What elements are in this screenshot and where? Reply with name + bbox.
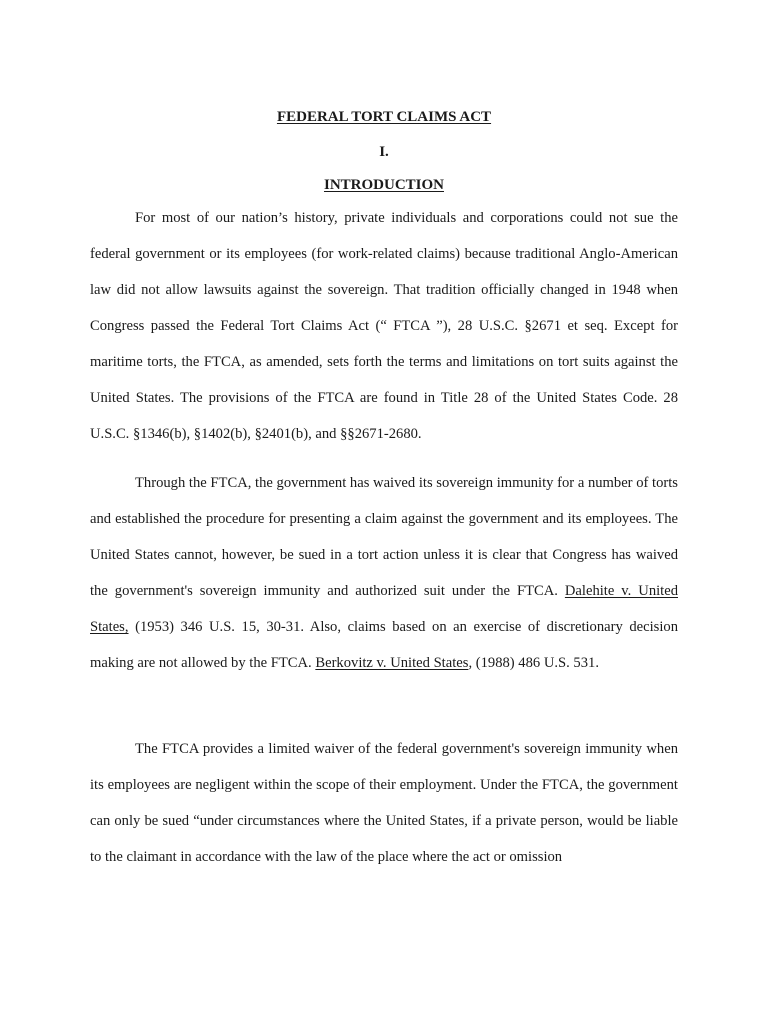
paragraph-history [90, 200, 678, 452]
case-citation-berkovitz: Berkovitz v. United States [315, 655, 469, 671]
paragraph-waiver-text-a: Through the FTCA, the government has waived its sovereign immunity for a number of torts and established the procedure for presenting a claim against the government and its employees. The United States cannot, however, be sued in a tort action unless it is clear that Congress has waived the government's sovereign immunity and authorized suit under the FTCA. [90, 475, 678, 599]
paragraph-waiver [90, 465, 678, 681]
paragraph-limited-waiver-text: The FTCA provides a limited waiver of the federal government's sovereign immunity when its employees are negligent within the scope of their employment. Under the FTCA, the government can only be sued “under circumstances where the United States, if a private person, would be liable to the claimant in accordance with the law of the place where the act or omission [90, 741, 678, 865]
paragraph-limited-waiver [90, 731, 678, 875]
document-title: FEDERAL TORT CLAIMS ACT [276, 109, 492, 125]
section-number: I. [379, 144, 389, 160]
section-heading: INTRODUCTION [323, 177, 444, 193]
case-citation-dalehite: Dalehite v. United States, [90, 583, 678, 635]
paragraph-waiver-text-b: (1953) 346 U.S. 15, 30-31. Also, claims based on an exercise of discretionary decision making are not allowed by the FTCA. [90, 619, 678, 671]
paragraph-history-text: For most of our nation’s history, private individuals and corporations could not sue the federal government or its employees (for work-related claims) because traditional Anglo-American law did not allow lawsuits against the sovereign. That tradition officially changed in 1948 when Congress passed the Federal Tort Claims Act (“ FTCA ”), 28 U.S.C. §2671 et seq. Except for maritime torts, the FTCA, as amended, sets forth the terms and limitations on tort suits against the United States. The provisions of the FTCA are found in Title 28 of the United States Code. 28 U.S.C. §1346(b), §1402(b), §2401(b), and §§2671-2680. [90, 210, 678, 442]
paragraph-waiver-text-c: , (1988) 486 U.S. 531. [468, 655, 599, 671]
